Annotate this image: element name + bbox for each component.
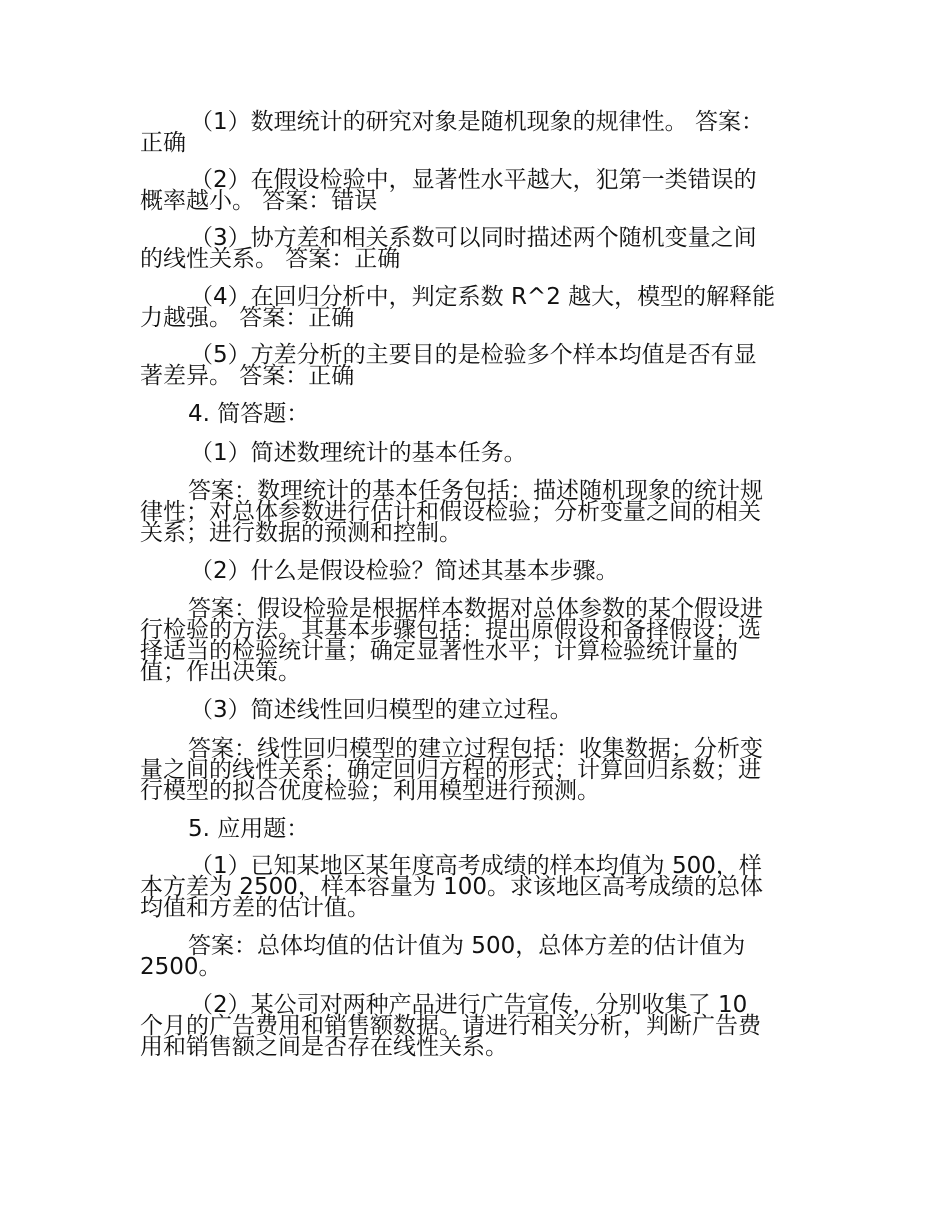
- application-question-2-line-1: （2）某公司对两种产品进行广告宣传，分别收集了 10: [190, 992, 748, 1018]
- tf-question-5-line-1: （5）方差分析的主要目的是检验多个样本均值是否有显: [190, 342, 757, 368]
- section-heading-short-answer: 4. 简答题：: [188, 401, 310, 427]
- application-question-2-line-2: 个月的广告费用和销售额数据。请进行相关分析，判断广告费: [140, 1013, 761, 1039]
- short-answer-1-answer-line-3: 关系；进行数据的预测和控制。: [140, 520, 462, 546]
- tf-question-3-line-2: 的线性关系。 答案：正确: [140, 246, 401, 272]
- application-question-2-line-3: 用和销售额之间是否存在线性关系。: [140, 1034, 508, 1060]
- tf-question-5-line-2: 著差异。 答案：正确: [140, 363, 355, 389]
- short-answer-1-answer-line-2: 律性；对总体参数进行估计和假设检验；分析变量之间的相关: [140, 499, 761, 525]
- short-answer-question-3: （3）简述线性回归模型的建立过程。: [190, 697, 573, 723]
- short-answer-3-answer-line-1: 答案：线性回归模型的建立过程包括：收集数据；分析变: [188, 736, 763, 762]
- application-1-answer-line-1: 答案：总体均值的估计值为 500，总体方差的估计值为: [188, 933, 746, 959]
- short-answer-question-2: （2）什么是假设检验？简述其基本步骤。: [190, 558, 619, 584]
- application-question-1-line-2: 本方差为 2500，样本容量为 100。求该地区高考成绩的总体: [140, 874, 764, 900]
- tf-question-2-line-2: 概率越小。 答案：错误: [140, 188, 378, 214]
- short-answer-1-answer-line-1: 答案：数理统计的基本任务包括：描述随机现象的统计规: [188, 478, 763, 504]
- tf-question-4-line-1: （4）在回归分析中，判定系数 R^2 越大，模型的解释能: [190, 284, 776, 310]
- application-1-answer-line-2: 2500。: [140, 954, 222, 980]
- short-answer-2-answer-line-4: 值；作出决策。: [140, 659, 301, 685]
- tf-question-2-line-1: （2）在假设检验中，显著性水平越大，犯第一类错误的: [190, 167, 757, 193]
- tf-question-1-line-1: （1）数理统计的研究对象是随机现象的规律性。 答案：: [190, 109, 764, 135]
- tf-question-1-line-2: 正确: [140, 130, 186, 156]
- short-answer-3-answer-line-3: 行模型的拟合优度检验；利用模型进行预测。: [140, 778, 600, 804]
- short-answer-2-answer-line-3: 择适当的检验统计量；确定显著性水平；计算检验统计量的: [140, 638, 738, 664]
- section-heading-application: 5. 应用题：: [188, 816, 310, 842]
- application-question-1-line-3: 均值和方差的估计值。: [140, 895, 370, 921]
- short-answer-2-answer-line-2: 行检验的方法。其基本步骤包括：提出原假设和备择假设；选: [140, 617, 761, 643]
- tf-question-3-line-1: （3）协方差和相关系数可以同时描述两个随机变量之间: [190, 225, 757, 251]
- application-question-1-line-1: （1）已知某地区某年度高考成绩的样本均值为 500，样: [190, 853, 762, 879]
- short-answer-3-answer-line-2: 量之间的线性关系；确定回归方程的形式；计算回归系数；进: [140, 757, 761, 783]
- tf-question-4-line-2: 力越强。 答案：正确: [140, 305, 355, 331]
- short-answer-question-1: （1）简述数理统计的基本任务。: [190, 440, 527, 466]
- short-answer-2-answer-line-1: 答案：假设检验是根据样本数据对总体参数的某个假设进: [188, 596, 763, 622]
